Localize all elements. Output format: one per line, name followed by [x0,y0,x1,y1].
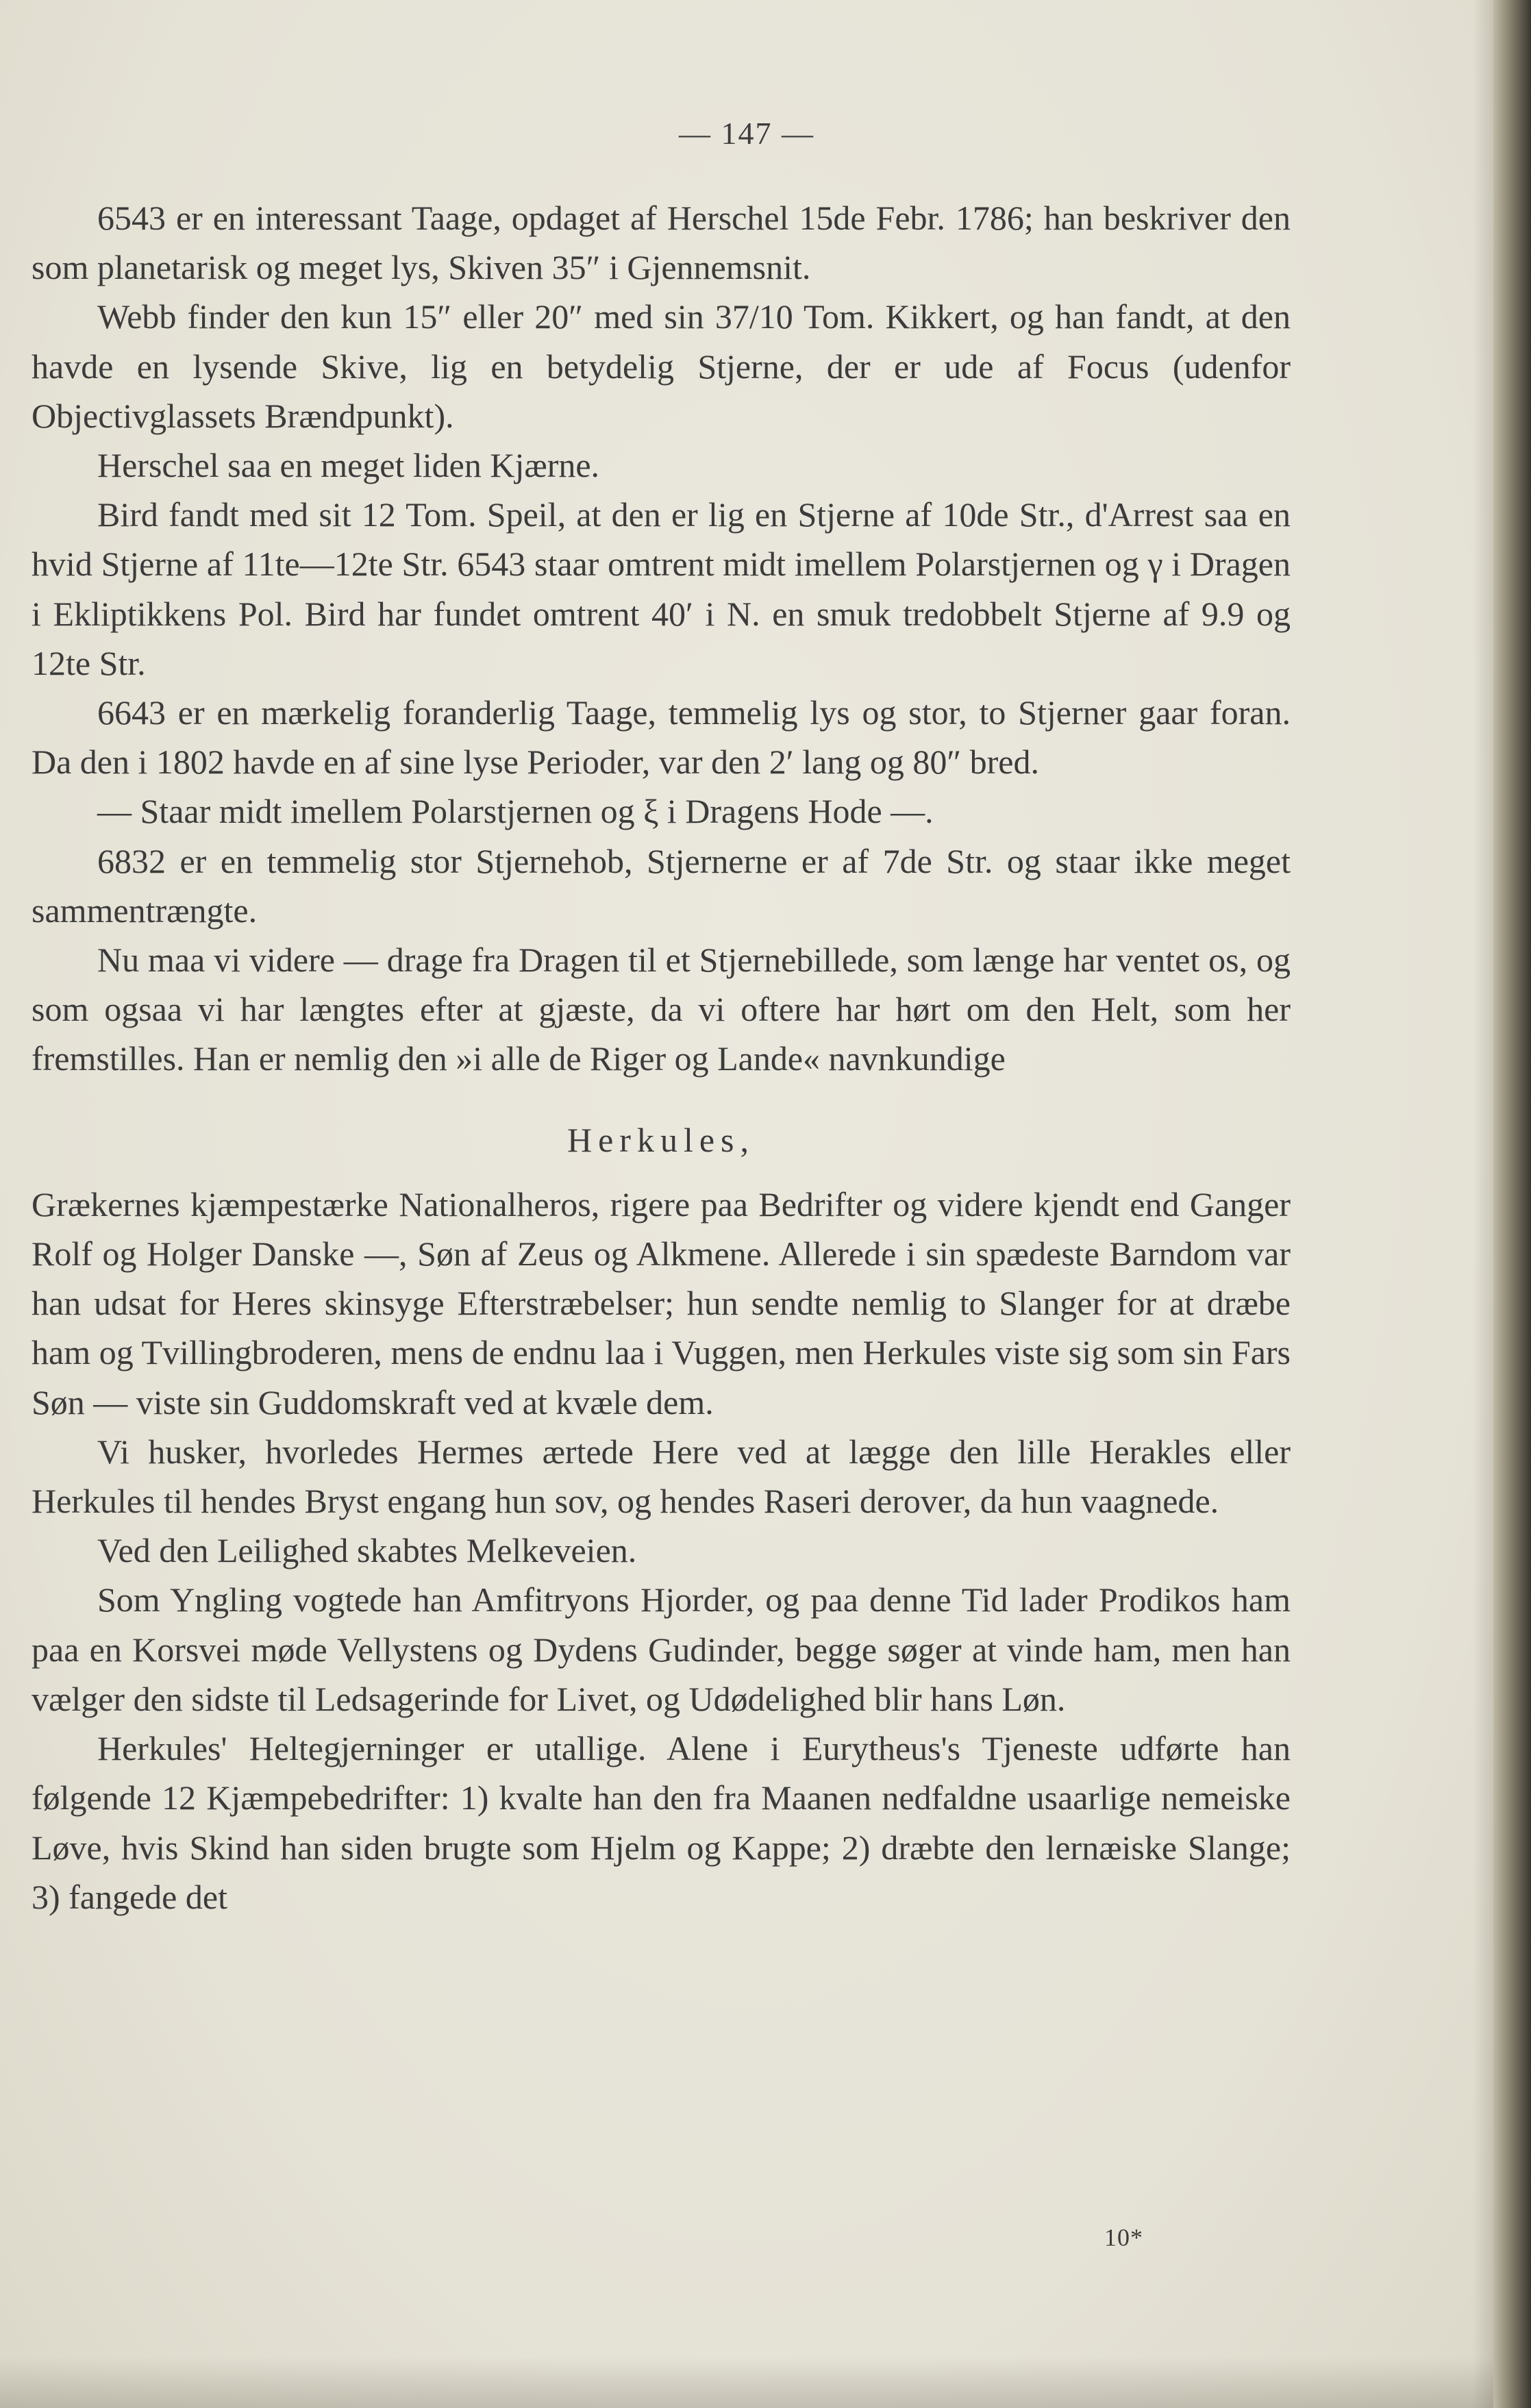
paragraph-6832: 6832 er en temmelig stor Stjernehob, Stjernerne er af 7de Str. og staar ikke meget sammentrængte. [32,841,1291,930]
paragraph-nu-maa-vi: Nu maa vi videre — drage fra Dragen til et Stjernebillede, som længe har ventet os, og som ogsaa vi har længtes efter at gjæste, da vi oftere har hørt om den Helt, som her fremstilles. Han er nemlig den »i alle de Riger og Lande« navnkundige [32,941,1291,1078]
paragraph-vi-husker: Vi husker, hvorledes Hermes ærtede Here ved at lægge den lille Herakles eller Herkules til hendes Bryst engang hun sov, og hendes Raseri derover, da hun vaagnede. [32,1432,1291,1521]
paragraph-6643: 6643 er en mærkelig foranderlig Taage, temmelig lys og stor, to Stjerner gaar foran. Da den i 1802 havde en af sine lyse Perioder, var den 2′ lang og 80″ bred. [32,693,1291,782]
signature-mark: 10* [1104,2224,1143,2251]
paragraph-staar-midt: — Staar midt imellem Polarstjernen og ξ i Dragens Hode —. [97,792,934,831]
page-body [32,193,1291,1922]
paragraph-webb: Webb finder den kun 15″ eller 20″ med sin 37/10 Tom. Kikkert, og han fandt, at den havde en lysende Skive, lig en betydelig Stjerne, der er ude af Focus (udenfor Objectivglassets Brændpunkt). [32,297,1291,435]
book-spine-edge [1493,0,1531,2408]
paragraph-melkeveien: Ved den Leilighed skabtes Melkeveien. [97,1531,637,1570]
paragraph-graekernes: Grækernes kjæmpestærke Nationalheros, rigere paa Bedrifter og videre kjendt end Ganger Rolf og Holger Danske —, Søn af Zeus og Alkmene. Allerede i sin spædeste Barndom var han udsat for Heres skinsyge Efterstræbelser; hun sendte nemlig to Slanger for at dræbe ham og Tvillingbroderen, mens de endnu laa i Vuggen, men Herkules viste sig som sin Fars Søn — viste sin Guddomskraft ved at kvæle dem. [32,1184,1291,1422]
section-heading-herkules: Herkules, [567,1120,755,1159]
paragraph-bird: Bird fandt med sit 12 Tom. Speil, at den er lig en Stjerne af 10de Str., d'Arrest saa en hvid Stjerne af 11te—12te Str. 6543 staar omtrent midt imellem Polarstjernen og γ i Dragen i Ekliptikkens Pol. Bird har fundet omtrent 40′ i N. en smuk tredobbelt Stjerne af 9.9 og 12te Str. [32,495,1291,682]
paragraph-som-yngling: Som Yngling vogtede han Amfitryons Hjorder, og paa denne Tid lader Prodikos ham paa en Korsvei møde Vellystens og Dydens Gudinder, begge søger at vinde ham, men han vælger den sidste til Ledsagerinde for Livet, og Udødelighed blir hans Løn. [32,1580,1291,1718]
page-shadow [1473,0,1493,2408]
page-number-header: — 147 — [679,116,814,151]
paragraph-6543-intro: 6543 er en interessant Taage, opdaget af Herschel 15de Febr. 1786; han beskriver den som planetarisk og meget lys, Skiven 35″ i Gjennemsnit. [32,199,1291,287]
page-bottom-shadow [0,2357,1493,2408]
paragraph-herschel: Herschel saa en meget liden Kjærne. [97,446,600,485]
paragraph-heltegjerninger: Herkules' Heltegjerninger er utallige. Alene i Eurytheus's Tjeneste udførte han følgende 12 Kjæmpebedrifter: 1) kvalte han den fra Maanen nedfaldne usaarlige nemeiske Løve, hvis Skind han siden brugte som Hjelm og Kappe; 2) dræbte den lernæiske Slange; 3) fangede det [32,1729,1291,1916]
